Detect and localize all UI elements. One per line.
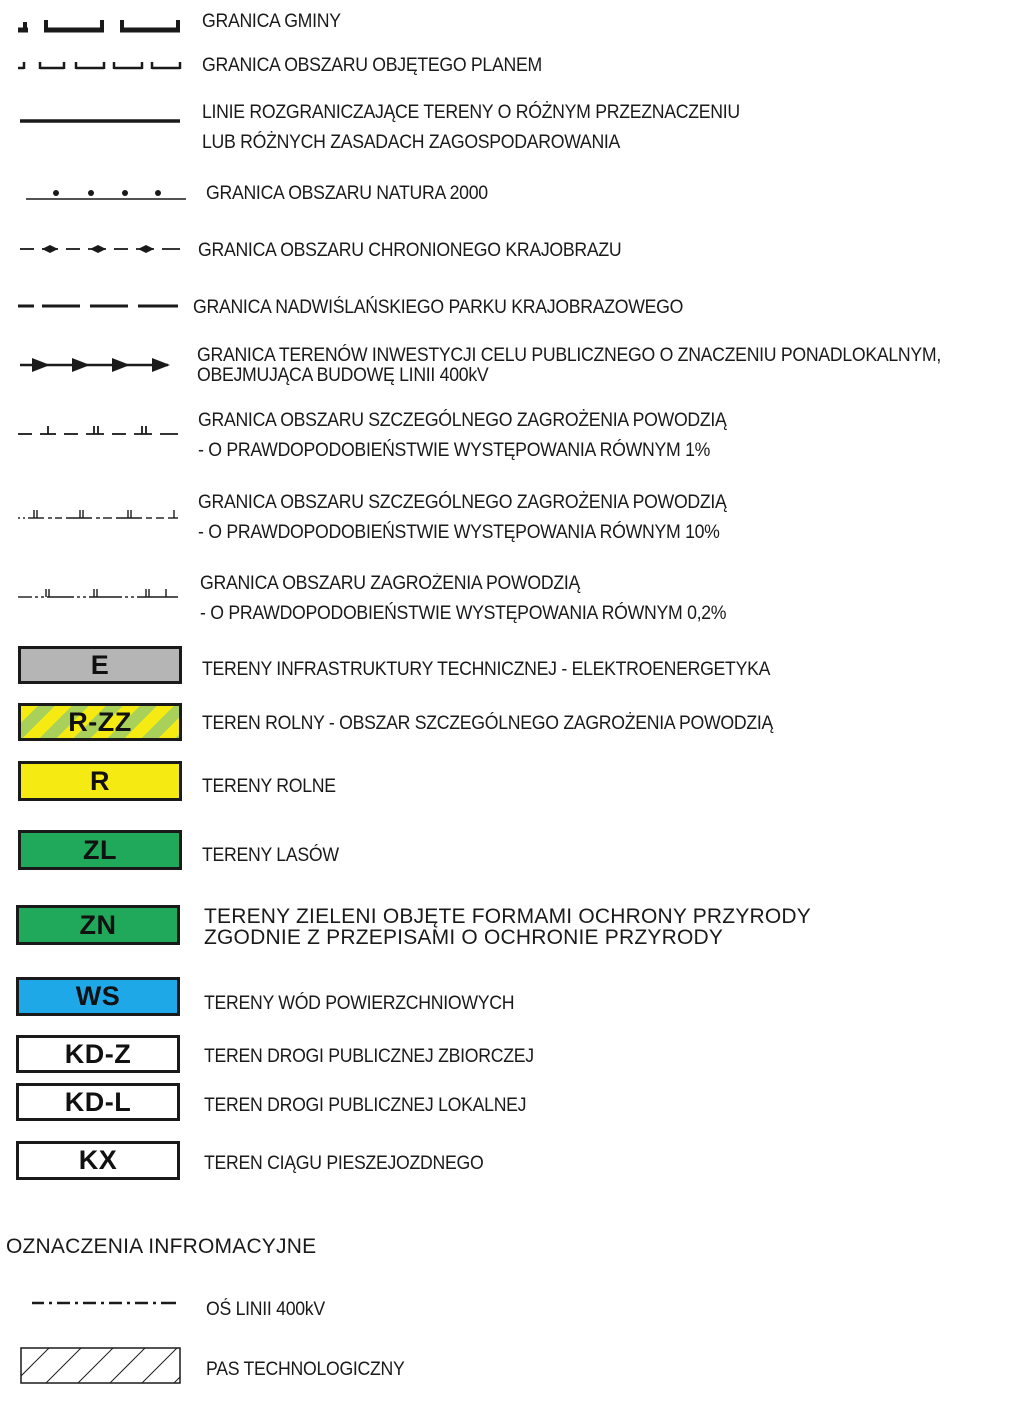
- legend-label: OŚ LINII 400kV: [206, 1299, 325, 1320]
- legend-row-landscape-park: [0, 295, 1027, 321]
- 400kv-axis-line-icon: [30, 1290, 180, 1320]
- legend-label-line-2: LUB RÓŻNYCH ZASADACH ZAGOSPODAROWANIA: [202, 132, 621, 153]
- legend-row-zone-zl: [0, 830, 1027, 872]
- legend-label-line-2: ZGODNIE Z PRZEPISAMI O OCHRONIE PRZYRODY: [204, 926, 724, 949]
- zone-code-box: KD-Z: [16, 1035, 180, 1073]
- legend-row-plan-area-boundary: [0, 52, 1027, 78]
- zone-code-box: R-ZZ: [18, 703, 182, 741]
- legend-row-dividing-lines: [0, 98, 1027, 158]
- legend-label: [202, 98, 740, 158]
- legend-row-municipality-boundary: [0, 8, 1027, 36]
- plan-area-boundary-icon: [18, 52, 182, 78]
- legend-label: GRANICA NADWIŚLAŃSKIEGO PARKU KRAJOBRAZOWEGO: [193, 297, 684, 318]
- legend-label: TEREN DROGI PUBLICZNEJ ZBIORCZEJ: [204, 1046, 534, 1067]
- legend-row-flood-0-2-percent: [0, 569, 1027, 627]
- legend-label-line-2: - O PRAWDOPODOBIEŃSTWIE WYSTĘPOWANIA RÓWNYM 0,2%: [200, 603, 727, 624]
- legend-row-public-investment: [0, 346, 1027, 390]
- legend-label-line-2: - O PRAWDOPODOBIEŃSTWIE WYSTĘPOWANIA RÓWNYM 1%: [198, 440, 711, 461]
- legend-row-zone-kd-z: [0, 1035, 1027, 1073]
- legend-label: GRANICA OBSZARU NATURA 2000: [206, 183, 488, 204]
- legend-row-flood-1-percent: [0, 406, 1027, 464]
- zone-code-box: KX: [16, 1141, 180, 1180]
- legend-label-line-1: GRANICA OBSZARU SZCZEGÓLNEGO ZAGROŻENIA POWODZIĄ: [198, 410, 727, 431]
- protected-landscape-boundary-icon: [18, 238, 182, 264]
- legend-label: TERENY WÓD POWIERZCHNIOWYCH: [204, 993, 515, 1014]
- solid-line-icon: [18, 98, 182, 128]
- legend-label: [200, 569, 726, 629]
- info-section-title: OZNACZENIA INFROMACYJNE: [6, 1235, 317, 1258]
- legend-row-zone-e: [0, 646, 1027, 686]
- legend-label-line-2: OBEJMUJĄCA BUDOWĘ LINII 400kV: [197, 365, 489, 386]
- zone-code-box: KD-L: [16, 1083, 180, 1121]
- legend-row-zone-zn: [0, 905, 1027, 947]
- zone-code-box: ZL: [18, 830, 182, 870]
- legend-row-natura-2000: [0, 180, 1027, 206]
- legend-label: GRANICA OBSZARU OBJĘTEGO PLANEM: [202, 55, 542, 76]
- legend-label-line-1: GRANICA OBSZARU SZCZEGÓLNEGO ZAGROŻENIA POWODZIĄ: [198, 492, 727, 513]
- legend-label: TEREN ROLNY - OBSZAR SZCZEGÓLNEGO ZAGROŻENIA POWODZIĄ: [202, 713, 774, 734]
- legend-row-zone-r: [0, 761, 1027, 803]
- legend-row-zone-kx: [0, 1141, 1027, 1181]
- legend-label: GRANICA OBSZARU CHRONIONEGO KRAJOBRAZU: [198, 240, 622, 261]
- zone-code-box: WS: [16, 977, 180, 1016]
- hatched-strip-icon: [20, 1347, 182, 1385]
- legend-row-zone-r-zz: [0, 703, 1027, 743]
- flood-1-percent-icon: [18, 420, 182, 442]
- legend-label-line-1: GRANICA OBSZARU ZAGROŻENIA POWODZIĄ: [200, 573, 581, 594]
- legend-row-zone-kd-l: [0, 1083, 1027, 1121]
- legend-row-400kv-axis: [0, 1290, 1027, 1320]
- natura-2000-boundary-icon: [18, 180, 182, 206]
- legend-label: GRANICA GMINY: [202, 11, 341, 32]
- legend-label: TERENY ROLNE: [202, 776, 336, 797]
- landscape-park-boundary-icon: [18, 295, 182, 321]
- legend-label: PAS TECHNOLOGICZNY: [206, 1359, 405, 1380]
- legend-label: TERENY LASÓW: [202, 845, 339, 866]
- flood-10-percent-icon: [18, 504, 182, 526]
- legend-label: [198, 406, 727, 466]
- legend-label: TERENY INFRASTRUKTURY TECHNICZNEJ - ELEKTROENERGETYKA: [202, 659, 771, 680]
- zone-code-box: R: [18, 761, 182, 801]
- legend-label: [204, 906, 811, 948]
- legend-label-line-2: - O PRAWDOPODOBIEŃSTWIE WYSTĘPOWANIA RÓWNYM 10%: [198, 522, 720, 543]
- legend-label-line-1: LINIE ROZGRANICZAJĄCE TERENY O RÓŻNYM PRZEZNACZENIU: [202, 102, 740, 123]
- legend-row-technology-strip: [0, 1347, 1027, 1387]
- legend-label: [198, 488, 727, 548]
- arrow-line-icon: [18, 352, 182, 378]
- legend-label-line-1: TERENY ZIELENI OBJĘTE FORMAMI OCHRONY PRZYRODY: [204, 905, 812, 928]
- legend-row-zone-ws: [0, 977, 1027, 1017]
- legend-label: TEREN DROGI PUBLICZNEJ LOKALNEJ: [204, 1095, 527, 1116]
- legend-label: [197, 346, 941, 386]
- flood-0-2-percent-icon: [18, 583, 182, 605]
- zone-code-box: ZN: [16, 905, 180, 945]
- zone-code-box: E: [18, 646, 182, 684]
- legend-row-flood-10-percent: [0, 488, 1027, 546]
- legend-label-line-1: GRANICA TERENÓW INWESTYCJI CELU PUBLICZNEGO O ZNACZENIU PONADLOKALNYM,: [197, 345, 941, 366]
- municipality-boundary-icon: [18, 8, 182, 36]
- legend-row-protected-landscape: [0, 238, 1027, 264]
- legend-label: TEREN CIĄGU PIESZEJOZDNEGO: [204, 1153, 484, 1174]
